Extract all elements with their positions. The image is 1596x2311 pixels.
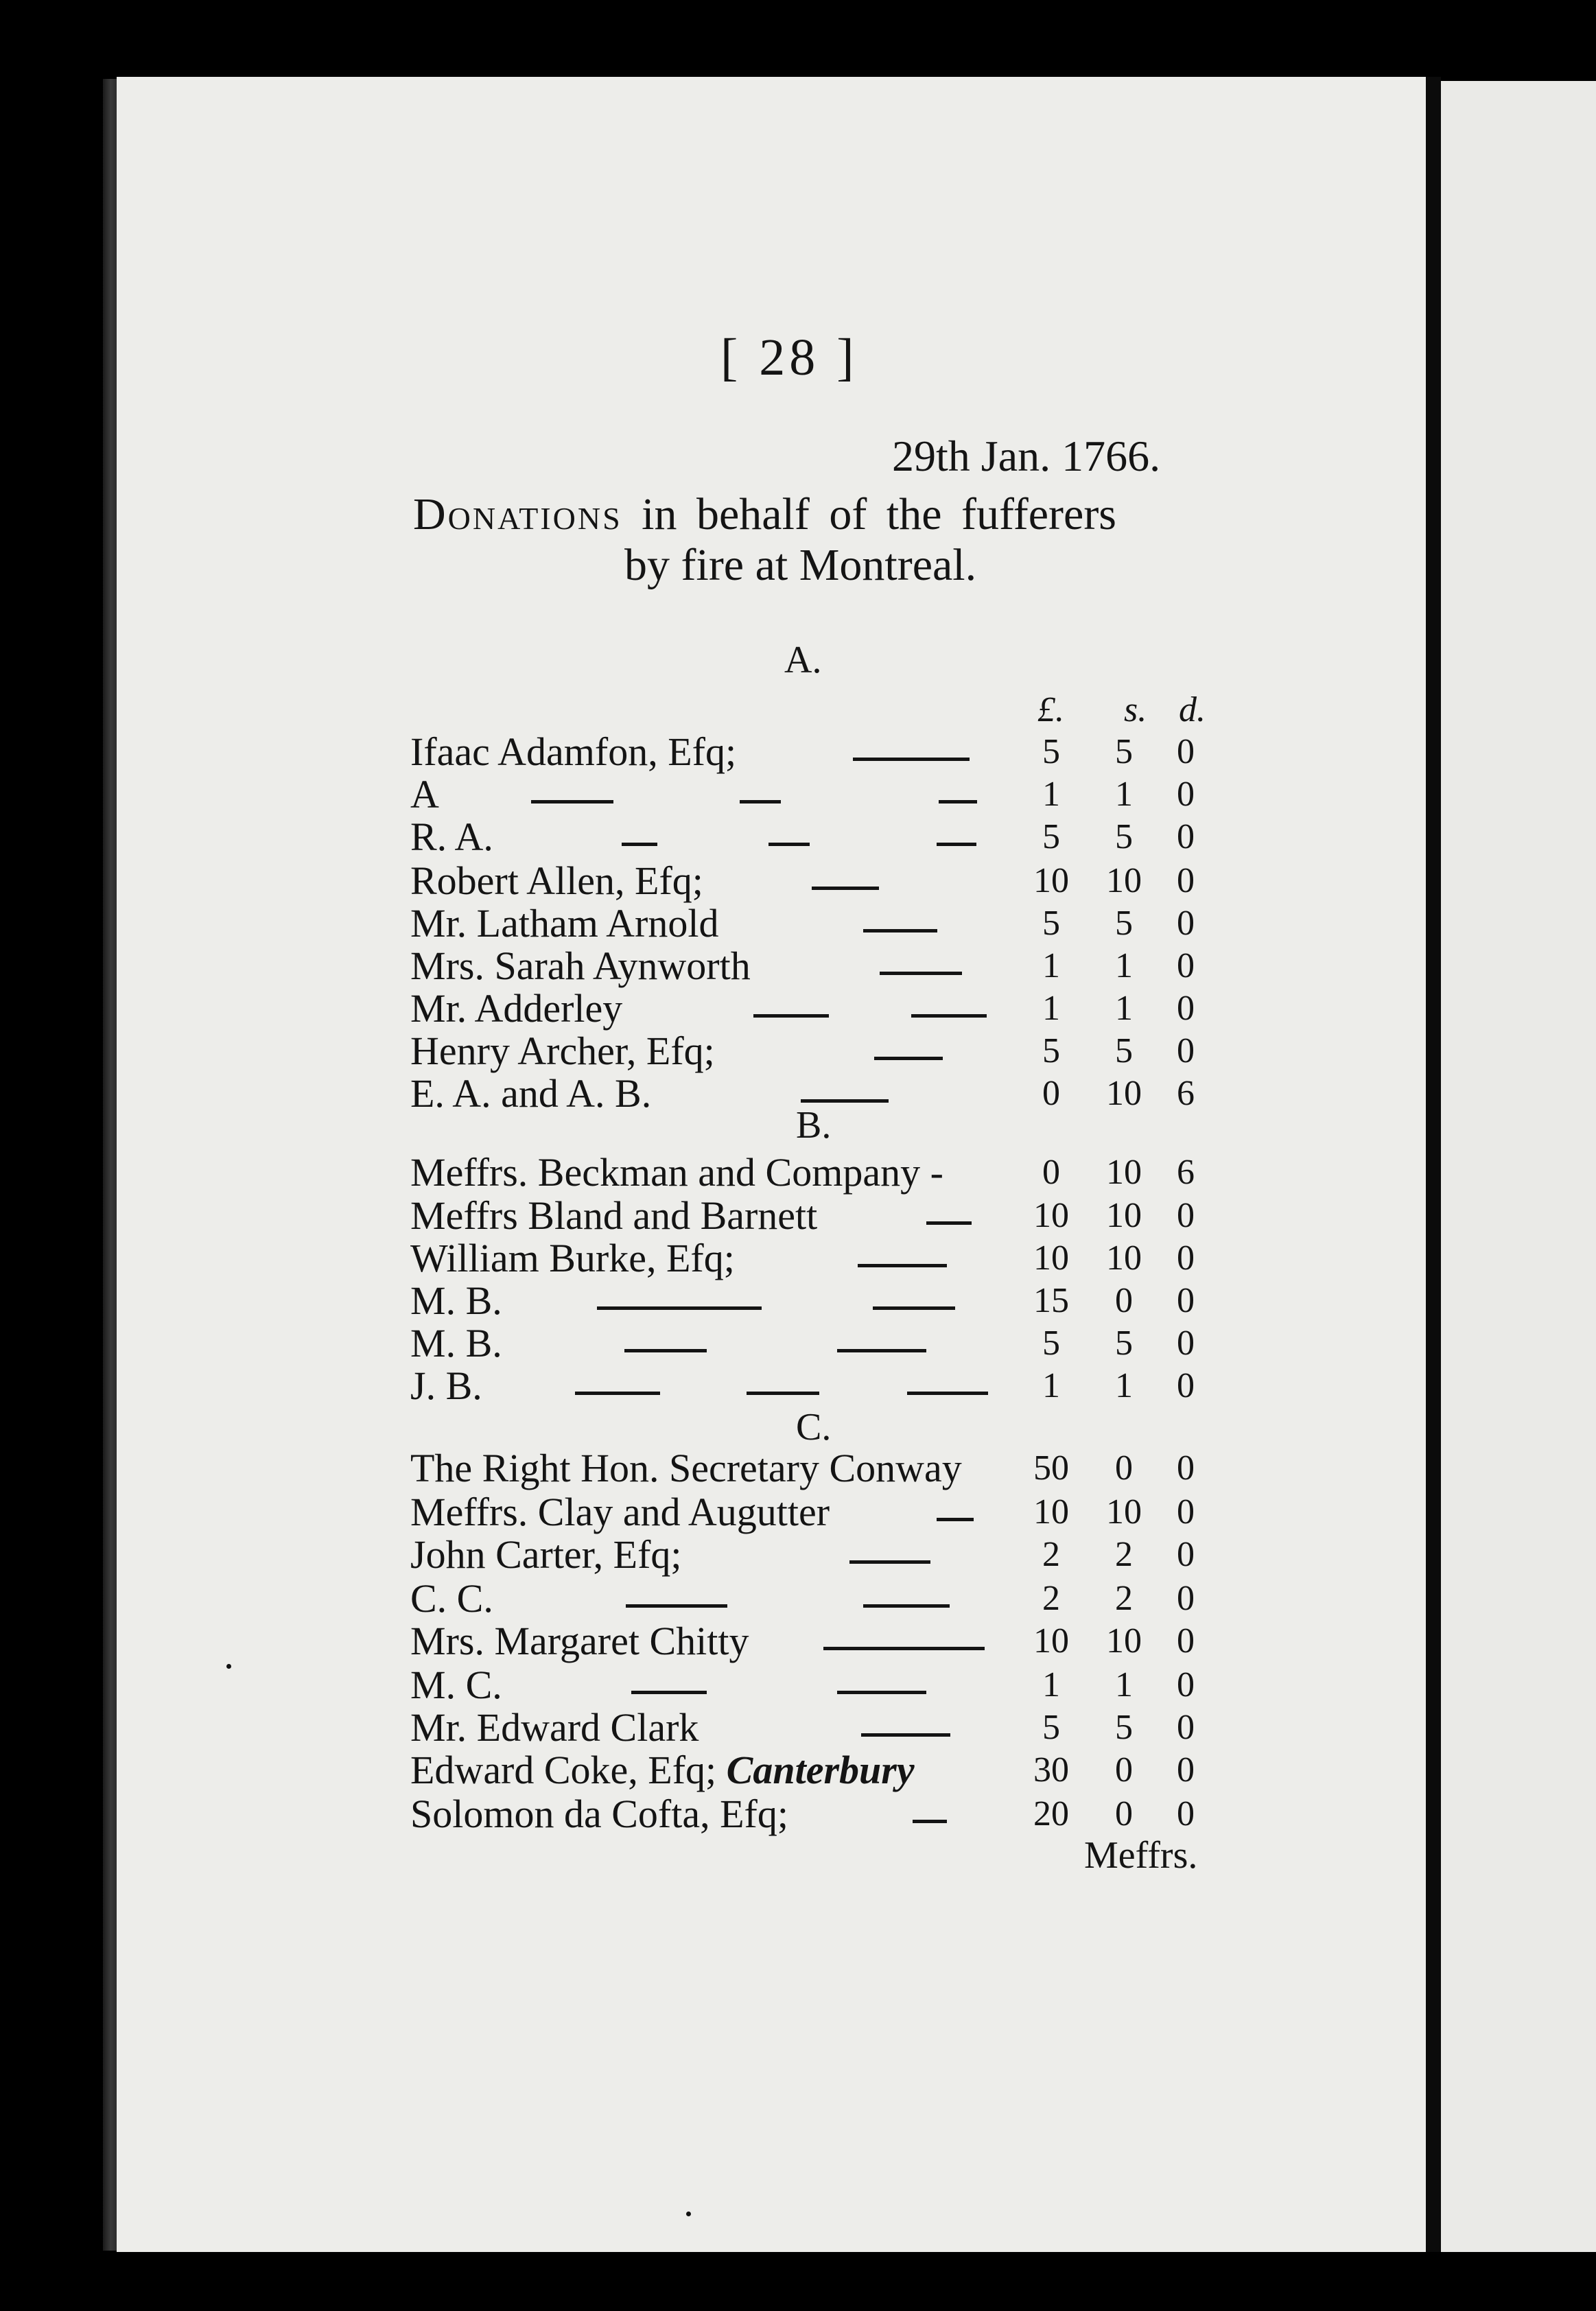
leader-dash: [939, 800, 977, 803]
leader-dash: [801, 1099, 889, 1103]
donor-name: [410, 858, 703, 904]
amount-pounds: 10: [1033, 1492, 1069, 1532]
title-rest: in behalf of the fufferers: [642, 489, 1116, 539]
amount-shillings: 1: [1115, 989, 1133, 1028]
amount-pounds: 1: [1042, 775, 1060, 814]
donor-name-text: Meffrs Bland and Barnett: [410, 1193, 818, 1238]
donor-name-text: R. A.: [410, 814, 493, 859]
donor-name-text: C. C.: [410, 1576, 493, 1621]
donor-name: [410, 1193, 817, 1239]
amount-pounds: 5: [1042, 904, 1060, 943]
amount-pence: 0: [1177, 1196, 1195, 1235]
donor-name: [410, 1489, 830, 1535]
catchword: Meffrs.: [1084, 1834, 1198, 1877]
amount-pence: 0: [1177, 989, 1195, 1028]
amount-pence: 0: [1177, 1239, 1195, 1278]
donor-name-text: Solomon da Cofta, Efq;: [410, 1792, 788, 1836]
ink-speck: [686, 2212, 691, 2216]
leader-dash: [863, 1604, 950, 1608]
amount-shillings: 5: [1115, 1031, 1133, 1070]
amount-pence: 0: [1177, 1665, 1195, 1704]
donor-name-text: M. B.: [410, 1278, 502, 1323]
donor-name-text: A: [410, 772, 439, 817]
section-letter: A.: [784, 639, 822, 681]
donor-name: [410, 985, 622, 1031]
amount-pounds: 1: [1042, 1665, 1060, 1704]
amount-shillings: 10: [1106, 1074, 1142, 1113]
donor-name: [410, 1662, 502, 1708]
leader-dash: [597, 1306, 762, 1310]
leader-dash: [853, 758, 970, 761]
donor-name: [410, 1445, 962, 1491]
amount-pounds: 5: [1042, 1708, 1060, 1747]
leader-dash: [926, 1221, 972, 1225]
header-pounds: £.: [1037, 690, 1064, 729]
donor-name: [410, 943, 751, 989]
section-letter: C.: [796, 1406, 832, 1448]
donor-name-text: Mrs. Margaret Chitty: [410, 1619, 749, 1663]
amount-shillings: 2: [1115, 1579, 1133, 1618]
donor-name-text: M. B.: [410, 1321, 502, 1365]
amount-pence: 0: [1177, 1366, 1195, 1405]
leader-dash: [907, 1392, 988, 1395]
donor-name: [410, 729, 736, 775]
ink-speck: [226, 1664, 231, 1669]
amount-pence: 0: [1177, 817, 1195, 856]
amount-pence: 0: [1177, 732, 1195, 771]
amount-pence: 0: [1177, 1448, 1195, 1488]
donor-name-text: Mr. Latham Arnold: [410, 901, 719, 946]
donor-name: [410, 1575, 493, 1621]
amount-shillings: 5: [1115, 904, 1133, 943]
donor-name-text: Meffrs. Clay and Augutter: [410, 1490, 830, 1534]
donor-name-text: Edward Coke, Efq;: [410, 1748, 717, 1792]
amount-pence: 0: [1177, 1794, 1195, 1833]
leader-dash: [823, 1647, 985, 1650]
amount-shillings: 0: [1115, 1448, 1133, 1488]
donor-name-text: William Burke, Efq;: [410, 1236, 735, 1280]
amount-shillings: 10: [1106, 1239, 1142, 1278]
donor-name: [410, 1235, 735, 1281]
donor-name-text: Ifaac Adamfon, Efq;: [410, 729, 737, 774]
amount-pounds: 10: [1033, 1239, 1069, 1278]
donor-place: Canterbury: [726, 1748, 915, 1792]
donor-name-text: Robert Allen, Efq;: [410, 858, 703, 903]
amount-shillings: 10: [1106, 1621, 1142, 1661]
amount-pounds: 5: [1042, 817, 1060, 856]
header-shillings: s.: [1124, 690, 1147, 729]
amount-pence: 6: [1177, 1074, 1195, 1113]
section-letter: B.: [796, 1104, 832, 1147]
donor-name: [410, 771, 439, 817]
donor-name-text: Mr. Edward Clark: [410, 1705, 699, 1750]
donor-name-text: John Carter, Efq;: [410, 1532, 682, 1577]
amount-shillings: 0: [1115, 1750, 1133, 1790]
leader-dash: [874, 1057, 943, 1060]
leader-dash: [837, 1349, 926, 1352]
leader-dash: [913, 1820, 947, 1823]
leader-dash: [858, 1264, 947, 1267]
amount-shillings: 10: [1106, 1492, 1142, 1532]
leader-dash: [747, 1392, 819, 1395]
header-pence: d.: [1179, 690, 1206, 729]
leader-dash: [622, 843, 657, 846]
donor-name: [410, 1532, 682, 1577]
leader-dash: [575, 1392, 660, 1395]
leader-dash: [849, 1560, 930, 1564]
date-line: 29th Jan. 1766.: [892, 432, 1161, 480]
leader-dash: [873, 1306, 955, 1310]
donor-name: [410, 1320, 502, 1366]
leader-dash: [753, 1014, 829, 1018]
leader-dash: [768, 843, 810, 846]
amount-shillings: 1: [1115, 946, 1133, 985]
amount-pence: 0: [1177, 904, 1195, 943]
amount-shillings: 1: [1115, 1665, 1133, 1704]
leader-dash: [880, 972, 962, 975]
donor-name-text: Henry Archer, Efq;: [410, 1029, 715, 1073]
donor-name-text: Meffrs. Beckman and Company: [410, 1150, 921, 1195]
title-smallcaps: Donations: [413, 489, 622, 539]
amount-shillings: 1: [1115, 775, 1133, 814]
amount-pence: 0: [1177, 861, 1195, 900]
donor-name-text: Mr. Adderley: [410, 986, 623, 1031]
leader-dash: [937, 1518, 974, 1521]
amount-pounds: 5: [1042, 732, 1060, 771]
donor-name: [410, 1278, 502, 1324]
donor-name: [410, 1070, 651, 1116]
amount-pence: 0: [1177, 1579, 1195, 1618]
donor-name: [410, 1149, 943, 1195]
page-number: [ 28 ]: [720, 329, 858, 386]
amount-shillings: 0: [1115, 1281, 1133, 1320]
row-separator: -: [930, 1150, 943, 1195]
leader-dash: [631, 1691, 707, 1694]
leader-dash: [740, 800, 781, 803]
amount-pounds: 0: [1042, 1153, 1060, 1192]
amount-pounds: 1: [1042, 946, 1060, 985]
amount-pounds: 5: [1042, 1324, 1060, 1363]
amount-pounds: 20: [1033, 1794, 1069, 1833]
donor-name: [410, 1747, 915, 1793]
amount-pence: 0: [1177, 1535, 1195, 1574]
leader-dash: [861, 1733, 950, 1737]
amount-pounds: 10: [1033, 1196, 1069, 1235]
leader-dash: [937, 843, 976, 846]
donor-name: [410, 1791, 788, 1837]
leader-dash: [911, 1014, 987, 1018]
amount-pence: 0: [1177, 1492, 1195, 1532]
amount-pence: 0: [1177, 1281, 1195, 1320]
donor-name: [410, 1028, 715, 1074]
amount-pounds: 2: [1042, 1535, 1060, 1574]
amount-pounds: 30: [1033, 1750, 1069, 1790]
amount-pence: 0: [1177, 946, 1195, 985]
amount-pence: 0: [1177, 1031, 1195, 1070]
amount-shillings: 5: [1115, 732, 1133, 771]
amount-pence: 6: [1177, 1153, 1195, 1192]
leader-dash: [812, 887, 879, 890]
leader-dash: [624, 1349, 707, 1352]
page-subtitle: by fire at Montreal.: [624, 540, 977, 590]
amount-shillings: 0: [1115, 1794, 1133, 1833]
amount-pounds: 15: [1033, 1281, 1069, 1320]
leader-dash: [863, 929, 937, 932]
donor-name: [410, 1618, 749, 1664]
leader-dash: [837, 1691, 926, 1694]
amount-pounds: 10: [1033, 1621, 1069, 1661]
donor-name-text: Mrs. Sarah Aynworth: [410, 943, 751, 988]
amount-pounds: 50: [1033, 1448, 1069, 1488]
donor-name: [410, 900, 718, 946]
donor-name: [410, 1363, 482, 1409]
amount-shillings: 5: [1115, 817, 1133, 856]
amount-shillings: 5: [1115, 1708, 1133, 1747]
amount-shillings: 10: [1106, 1196, 1142, 1235]
amount-shillings: 10: [1106, 1153, 1142, 1192]
donor-name-text: The Right Hon. Secretary Conway: [410, 1446, 962, 1490]
amount-pounds: 10: [1033, 861, 1069, 900]
amount-shillings: 1: [1115, 1366, 1133, 1405]
amount-pounds: 0: [1042, 1074, 1060, 1113]
amount-shillings: 5: [1115, 1324, 1133, 1363]
amount-pence: 0: [1177, 1621, 1195, 1661]
page-title: [413, 489, 1116, 541]
amount-pence: 0: [1177, 1750, 1195, 1790]
amount-pence: 0: [1177, 1708, 1195, 1747]
amount-pounds: 1: [1042, 1366, 1060, 1405]
donor-name: [410, 1704, 699, 1750]
donor-name-text: M. C.: [410, 1663, 502, 1707]
leader-dash: [531, 800, 613, 803]
amount-pence: 0: [1177, 775, 1195, 814]
amount-shillings: 2: [1115, 1535, 1133, 1574]
leader-dash: [626, 1604, 727, 1608]
donor-name-text: E. A. and A. B.: [410, 1071, 652, 1116]
amount-pence: 0: [1177, 1324, 1195, 1363]
donor-name-text: J. B.: [410, 1363, 482, 1408]
amount-pounds: 2: [1042, 1579, 1060, 1618]
amount-pounds: 1: [1042, 989, 1060, 1028]
donor-name: [410, 814, 493, 860]
amount-shillings: 10: [1106, 861, 1142, 900]
amount-pounds: 5: [1042, 1031, 1060, 1070]
